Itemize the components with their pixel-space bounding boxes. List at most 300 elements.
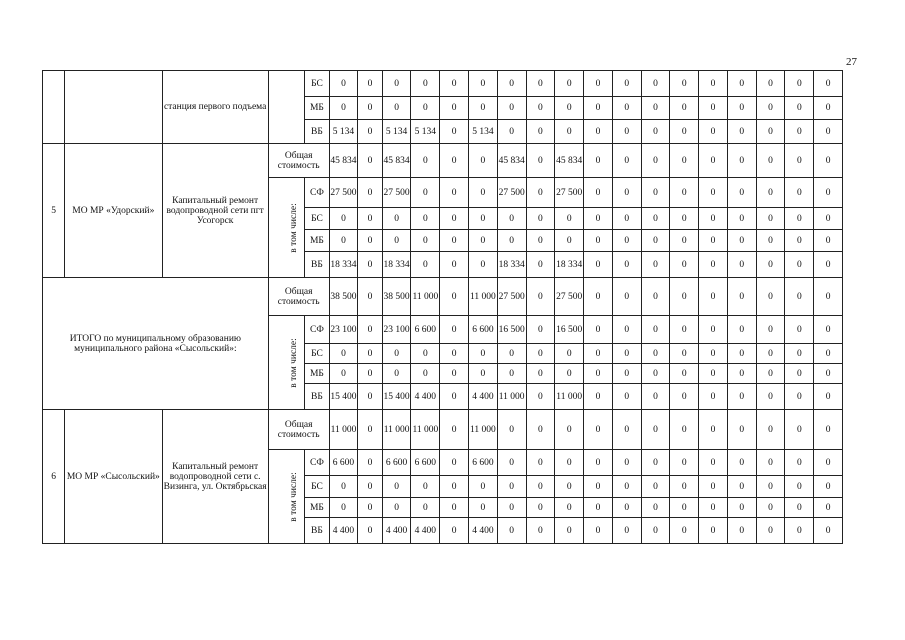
value-cell-text: 0: [739, 126, 745, 137]
value-cell: [727, 252, 756, 278]
value-cell-text: 0: [739, 103, 745, 113]
value-cell-text: 0: [566, 213, 572, 224]
value-cell-text: 0: [451, 368, 457, 379]
value-cell: [612, 316, 641, 344]
value-cell: [584, 518, 613, 544]
value-cell: [411, 71, 440, 97]
value-cell: [641, 230, 670, 252]
value-cell-text: 0: [653, 457, 658, 468]
value-cell-text: 0: [538, 457, 543, 468]
value-cell-text: 0: [394, 348, 399, 359]
value-cell-text: 0: [422, 187, 428, 198]
value-cell: [584, 384, 613, 410]
value-cell-text: 0: [595, 126, 601, 137]
value-cell-text: 0: [422, 213, 428, 224]
value-cell: [814, 364, 843, 384]
value-cell-text: 0: [451, 259, 457, 270]
value-cell-text: 0: [509, 78, 515, 89]
value-cell-text: 0: [538, 368, 543, 379]
value-cell: [411, 252, 440, 278]
value-cell-text: 0: [768, 235, 773, 246]
value-cell: [584, 208, 613, 230]
value-cell: [469, 316, 498, 344]
value-cell-text: 0: [451, 391, 457, 402]
value-cell: [785, 498, 814, 518]
total-value-text: 27 500: [498, 291, 525, 302]
value-cell: [699, 178, 728, 208]
total-value-text: 11 000: [470, 291, 496, 302]
total-value-text: 27 500: [556, 291, 583, 302]
total-value-text: 0: [538, 155, 543, 166]
value-cell: [699, 450, 728, 476]
value-cell-text: 18 334: [498, 259, 525, 270]
total-value: [727, 278, 756, 316]
total-value: [555, 144, 584, 178]
total-value-text: 0: [710, 155, 716, 166]
value-cell: [612, 450, 641, 476]
value-cell-text: 0: [367, 391, 373, 402]
total-value-text: 11 000: [412, 424, 439, 435]
total-value: [411, 410, 440, 450]
value-cell-text: 0: [681, 502, 687, 513]
value-cell: [699, 208, 728, 230]
value-cell: [526, 178, 555, 208]
value-cell: [526, 230, 555, 252]
value-cell: [555, 476, 584, 498]
value-cell-text: 0: [653, 213, 658, 224]
total-value-text: 0: [768, 291, 773, 302]
total-value-text: 0: [624, 424, 630, 435]
value-cell: [756, 178, 785, 208]
value-cell-text: 0: [768, 348, 773, 359]
row-number: [43, 71, 65, 144]
value-cell-text: 0: [341, 481, 346, 492]
value-cell-text: 0: [538, 525, 543, 536]
value-cell-text: 0: [422, 103, 428, 113]
value-cell: [699, 344, 728, 364]
value-cell-text: 0: [653, 103, 658, 113]
value-cell: [358, 364, 382, 384]
value-cell-text: 0: [595, 525, 601, 536]
value-cell: [382, 252, 411, 278]
total-value-text: 0: [509, 424, 515, 435]
vtom-text: в том числе:: [288, 337, 299, 388]
value-cell-text: 0: [422, 481, 428, 492]
total-cost-label: Общая стоимость: [268, 410, 329, 450]
budget-code: БС: [305, 71, 329, 97]
value-cell-text: 0: [653, 187, 658, 198]
value-cell: [555, 344, 584, 364]
value-cell: [785, 518, 814, 544]
value-cell: [469, 97, 498, 120]
value-cell-text: 15 400: [383, 391, 410, 402]
value-cell-text: 0: [509, 502, 515, 513]
value-cell: [411, 178, 440, 208]
value-cell: [814, 518, 843, 544]
value-cell: [727, 384, 756, 410]
value-cell-text: 0: [595, 187, 601, 198]
total-value: [756, 144, 785, 178]
total-value-text: 0: [451, 155, 457, 166]
value-cell: [670, 97, 699, 120]
value-cell-text: 0: [538, 187, 543, 198]
value-cell: [814, 252, 843, 278]
value-cell: [382, 498, 411, 518]
total-value-text: 0: [796, 291, 802, 302]
value-cell: [469, 518, 498, 544]
value-cell: [497, 178, 526, 208]
total-value-text: 0: [739, 155, 745, 166]
value-cell: [497, 498, 526, 518]
value-cell: [785, 476, 814, 498]
total-value-text: 11 000: [330, 424, 357, 435]
value-cell: [526, 120, 555, 144]
value-cell: [497, 252, 526, 278]
value-cell-text: 0: [768, 391, 773, 402]
total-value-text: 45 834: [383, 155, 410, 166]
value-cell-text: 0: [825, 348, 831, 359]
value-cell: [641, 97, 670, 120]
value-cell: [382, 476, 411, 498]
value-cell: [329, 316, 358, 344]
value-cell-text: 5 134: [332, 126, 355, 137]
value-cell-text: 0: [509, 235, 515, 246]
value-cell-text: 0: [451, 457, 457, 468]
value-cell-text: 0: [451, 103, 457, 113]
value-cell-text: 0: [710, 235, 716, 246]
value-cell: [727, 498, 756, 518]
value-cell-text: 0: [739, 213, 745, 224]
total-value-text: 0: [367, 155, 373, 166]
total-value-text: 0: [681, 155, 687, 166]
value-cell: [411, 450, 440, 476]
total-value: [756, 410, 785, 450]
value-cell: [584, 178, 613, 208]
value-cell: [612, 344, 641, 364]
value-cell: [497, 120, 526, 144]
value-cell: [612, 178, 641, 208]
value-cell-text: 0: [681, 235, 687, 246]
value-cell-text: 0: [710, 324, 716, 335]
total-value: [555, 278, 584, 316]
value-cell-text: 0: [451, 525, 457, 536]
value-cell: [497, 344, 526, 364]
value-cell-text: 0: [367, 259, 373, 270]
value-cell: [670, 518, 699, 544]
value-cell: [526, 476, 555, 498]
value-cell: [584, 120, 613, 144]
value-cell-text: 0: [796, 78, 802, 89]
value-cell-text: 4 400: [472, 391, 494, 402]
value-cell-text: 0: [739, 525, 745, 536]
value-cell: [756, 252, 785, 278]
value-cell-text: 0: [739, 457, 745, 468]
total-value: [785, 144, 814, 178]
total-value: [641, 144, 670, 178]
value-cell-text: 0: [653, 502, 658, 513]
value-cell-text: 0: [624, 502, 630, 513]
value-cell: [699, 316, 728, 344]
value-cell: [382, 97, 411, 120]
value-cell-text: 0: [825, 126, 831, 137]
total-value: [699, 410, 728, 450]
value-cell-text: 0: [367, 525, 373, 536]
value-cell-text: 0: [739, 348, 745, 359]
value-cell-text: 0: [710, 368, 716, 379]
value-cell: [555, 252, 584, 278]
value-cell: [756, 384, 785, 410]
total-value: [641, 410, 670, 450]
value-cell-text: 0: [681, 525, 687, 536]
value-cell: [497, 364, 526, 384]
value-cell-text: 0: [768, 502, 773, 513]
value-cell-text: 0: [566, 78, 572, 89]
value-cell: [699, 71, 728, 97]
value-cell-text: 0: [367, 103, 373, 113]
value-cell-text: 0: [480, 502, 486, 513]
value-cell-text: 0: [710, 481, 716, 492]
value-cell: [612, 476, 641, 498]
value-cell: [756, 498, 785, 518]
value-cell-text: 0: [480, 78, 486, 89]
value-cell-text: 0: [768, 525, 773, 536]
value-cell-text: 0: [394, 502, 399, 513]
value-cell: [440, 364, 469, 384]
value-cell-text: 0: [796, 502, 802, 513]
value-cell: [814, 316, 843, 344]
value-cell: [497, 208, 526, 230]
total-value: [814, 278, 843, 316]
value-cell-text: 0: [451, 78, 457, 89]
value-cell-text: 0: [739, 324, 745, 335]
value-cell: [358, 518, 382, 544]
value-cell-text: 4 400: [414, 391, 437, 402]
value-cell: [612, 252, 641, 278]
value-cell-text: 0: [341, 235, 346, 246]
value-cell: [329, 498, 358, 518]
value-cell-text: 0: [624, 368, 630, 379]
value-cell: [699, 97, 728, 120]
value-cell-text: 0: [566, 525, 572, 536]
total-value: [411, 144, 440, 178]
value-cell-text: 0: [681, 324, 687, 335]
value-cell: [612, 384, 641, 410]
value-cell: [670, 476, 699, 498]
value-cell-text: 0: [595, 368, 601, 379]
itogo-label: ИТОГО по муниципальному образованию муниципального района «Сысольский»:: [43, 278, 269, 410]
total-value-text: 45 834: [330, 155, 357, 166]
value-cell: [440, 120, 469, 144]
value-cell: [670, 178, 699, 208]
value-cell-text: 0: [624, 525, 630, 536]
value-cell: [497, 230, 526, 252]
value-cell: [670, 252, 699, 278]
budget-code: ВБ: [305, 518, 329, 544]
value-cell-text: 0: [367, 481, 373, 492]
value-cell: [526, 450, 555, 476]
value-cell-text: 0: [451, 187, 457, 198]
value-cell-text: 0: [367, 368, 373, 379]
value-cell: [411, 498, 440, 518]
value-cell-text: 0: [796, 126, 802, 137]
value-cell: [670, 364, 699, 384]
value-cell-text: 0: [796, 324, 802, 335]
value-cell-text: 0: [422, 235, 428, 246]
total-value-text: 0: [796, 424, 802, 435]
total-value-text: 0: [566, 424, 572, 435]
budget-table: [42, 70, 872, 544]
value-cell-text: 0: [624, 481, 630, 492]
value-cell: [814, 120, 843, 144]
value-cell: [329, 97, 358, 120]
value-cell-text: 0: [367, 502, 373, 513]
value-cell-text: 0: [739, 502, 745, 513]
value-cell: [526, 97, 555, 120]
value-cell-text: 0: [509, 213, 515, 224]
value-cell-text: 0: [480, 481, 486, 492]
value-cell-text: 0: [681, 187, 687, 198]
value-cell: [469, 230, 498, 252]
value-cell-text: 0: [451, 235, 457, 246]
value-cell-text: 5 134: [472, 126, 494, 137]
value-cell-text: 0: [538, 391, 543, 402]
value-cell-text: 0: [681, 126, 687, 137]
total-value: [814, 410, 843, 450]
value-cell: [411, 518, 440, 544]
value-cell: [555, 230, 584, 252]
value-cell: [727, 208, 756, 230]
value-cell: [555, 316, 584, 344]
value-cell-text: 5 134: [385, 126, 408, 137]
value-cell-text: 0: [739, 481, 745, 492]
value-cell-text: 0: [710, 187, 716, 198]
value-cell-text: 0: [624, 78, 630, 89]
value-cell-text: 0: [624, 324, 630, 335]
value-cell-text: 0: [681, 457, 687, 468]
value-cell: [814, 230, 843, 252]
value-cell: [612, 230, 641, 252]
value-cell-text: 0: [624, 348, 630, 359]
total-value-text: 0: [624, 155, 630, 166]
value-cell: [699, 518, 728, 544]
value-cell-text: 0: [538, 259, 543, 270]
value-cell-text: 0: [367, 324, 373, 335]
value-cell-text: 15 400: [330, 391, 357, 402]
value-cell-text: 0: [367, 126, 373, 137]
budget-code: СФ: [305, 450, 329, 476]
budget-code: СФ: [305, 316, 329, 344]
value-cell-text: 0: [710, 126, 716, 137]
value-cell: [440, 316, 469, 344]
total-value: [670, 144, 699, 178]
value-cell: [382, 71, 411, 97]
total-value: [329, 278, 358, 316]
value-cell-text: 0: [394, 103, 399, 113]
budget-code: МБ: [305, 97, 329, 120]
value-cell-text: 0: [422, 78, 428, 89]
value-cell: [584, 344, 613, 364]
value-cell-text: 4 400: [332, 525, 355, 536]
total-value-text: 0: [595, 424, 601, 435]
value-cell-text: 0: [566, 103, 572, 113]
value-cell-text: 0: [796, 187, 802, 198]
value-cell: [785, 252, 814, 278]
value-cell-text: 0: [681, 259, 687, 270]
value-cell-text: 0: [681, 368, 687, 379]
total-value: [612, 410, 641, 450]
value-cell: [727, 178, 756, 208]
table-row: [43, 71, 872, 97]
value-cell: [670, 344, 699, 364]
value-cell: [382, 230, 411, 252]
value-cell: [641, 120, 670, 144]
value-cell-text: 0: [768, 187, 773, 198]
value-cell-text: 0: [451, 481, 457, 492]
value-cell: [641, 384, 670, 410]
total-value: [584, 144, 613, 178]
value-cell: [329, 364, 358, 384]
value-cell: [641, 498, 670, 518]
value-cell-text: 0: [653, 481, 658, 492]
value-cell: [785, 230, 814, 252]
total-value-text: 0: [595, 291, 601, 302]
value-cell-text: 0: [681, 213, 687, 224]
value-cell-text: 0: [624, 126, 630, 137]
value-cell: [526, 518, 555, 544]
value-cell-text: 0: [768, 259, 773, 270]
value-cell: [612, 208, 641, 230]
value-cell: [785, 364, 814, 384]
value-cell: [670, 450, 699, 476]
value-cell-text: 0: [825, 213, 831, 224]
value-cell: [670, 208, 699, 230]
value-cell-text: 0: [796, 348, 802, 359]
value-cell: [526, 71, 555, 97]
value-cell: [411, 344, 440, 364]
value-cell-text: 0: [422, 368, 428, 379]
value-cell: [469, 120, 498, 144]
value-cell: [584, 252, 613, 278]
value-cell-text: 0: [480, 348, 486, 359]
value-cell: [756, 344, 785, 364]
value-cell: [358, 178, 382, 208]
total-value-text: 0: [768, 424, 773, 435]
value-cell-text: 0: [595, 78, 601, 89]
value-cell-text: 0: [538, 126, 543, 137]
value-cell: [497, 71, 526, 97]
total-cost-label: Общая стоимость: [268, 278, 329, 316]
value-cell: [641, 71, 670, 97]
table-row-total: [43, 410, 872, 450]
value-cell: [584, 230, 613, 252]
value-cell: [612, 120, 641, 144]
value-cell-text: 0: [825, 502, 831, 513]
value-cell: [469, 252, 498, 278]
value-cell-text: 11 000: [556, 391, 583, 402]
budget-code: МБ: [305, 498, 329, 518]
value-cell: [584, 450, 613, 476]
total-value: [727, 144, 756, 178]
value-cell: [727, 120, 756, 144]
value-cell: [497, 316, 526, 344]
value-cell-text: 0: [509, 348, 515, 359]
value-cell-text: 0: [341, 502, 346, 513]
total-value: [641, 278, 670, 316]
value-cell-text: 0: [451, 324, 457, 335]
value-cell: [382, 344, 411, 364]
value-cell-text: 0: [768, 78, 773, 89]
value-cell: [727, 71, 756, 97]
